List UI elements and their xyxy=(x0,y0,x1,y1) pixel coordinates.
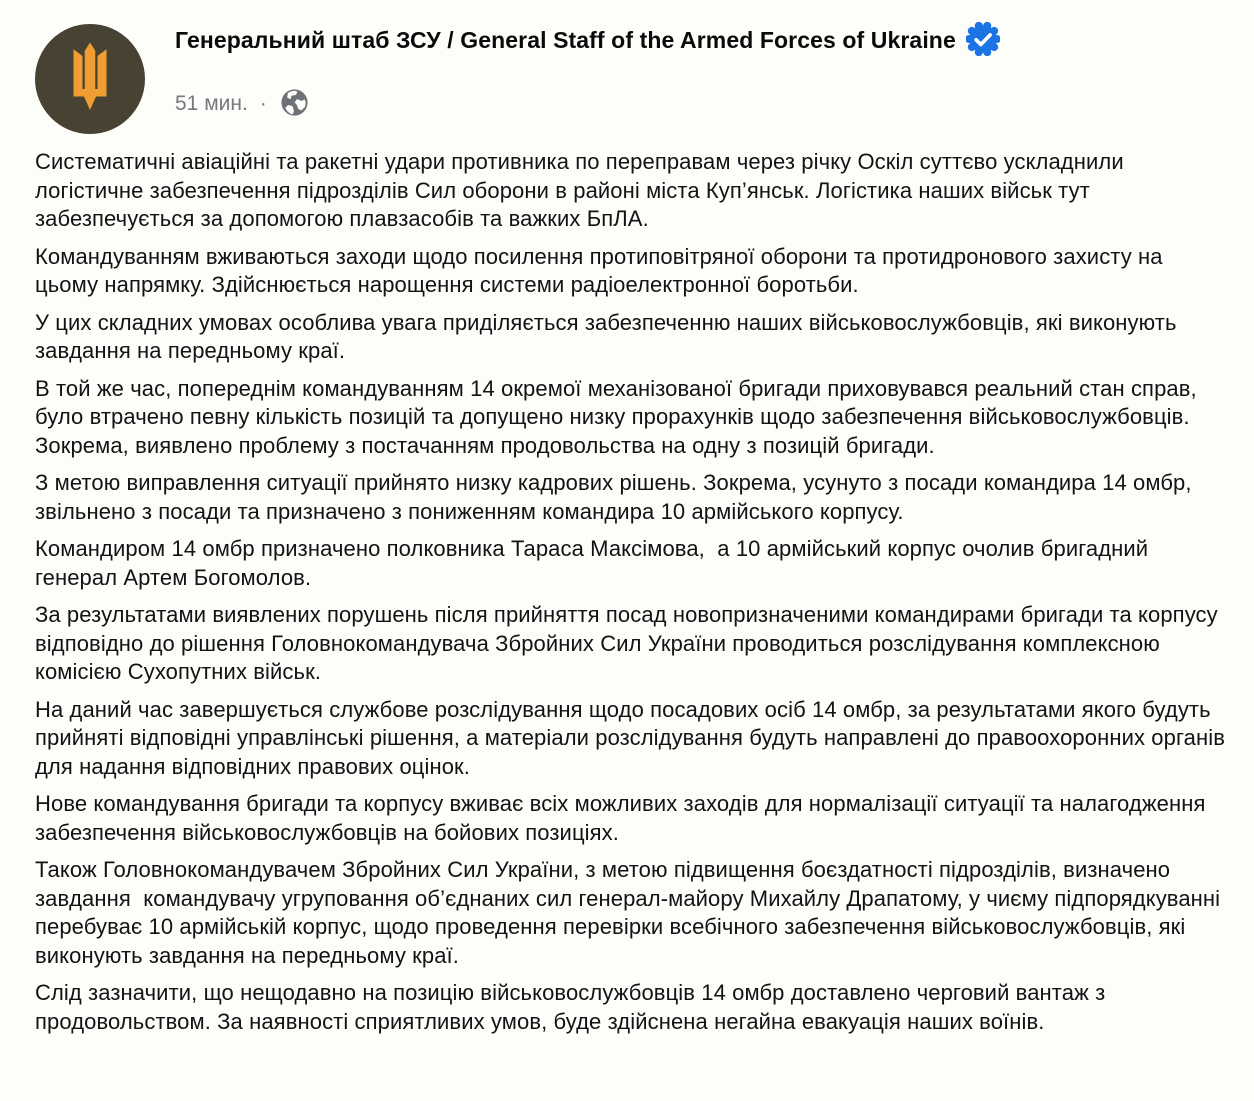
post-paragraph: Командуванням вживаються заходи щодо посилення протиповітряної оборони та протидронового захисту на цьому напрямку. Здійснюється нарощення системи радіоелектронної боротьби. xyxy=(35,243,1169,297)
post-paragraph: У цих складних умовах особлива увага приділяється забезпеченню наших військовослужбовців, які виконують завдання на передньому краї. xyxy=(35,309,1183,363)
post-timestamp[interactable]: 51 мин. xyxy=(175,92,248,115)
author-name-row xyxy=(175,20,1000,61)
post-paragraph: Слід зазначити, що нещодавно на позицію військовослужбовців 14 омбр доставлено черговий вантаж з продовольством. За наявності сприятливих умов, буде здійснена негайна евакуація наших воїнів. xyxy=(35,980,1112,1034)
globe-public-icon xyxy=(279,87,310,123)
page-avatar[interactable] xyxy=(35,24,145,134)
post-header-text xyxy=(175,24,1000,123)
post-body-text xyxy=(0,134,1254,1036)
post-header xyxy=(0,0,1254,134)
post-paragraph: Командиром 14 омбр призначено полковника Тараса Максімова, а 10 армійський корпус очолив бригадний генерал Артем Богомолов. xyxy=(35,536,1155,590)
trident-emblem-icon xyxy=(57,41,123,118)
post-paragraph: За результатами виявлених порушень після прийняття посад новопризначеними командирами бригади та корпусу відповідно до рішення Головнокомандувача Збройних Сил України проводиться розслідування комплексною комісією Сухопутних військ. xyxy=(35,602,1224,684)
post-paragraph: На даний час завершується службове розслідування щодо посадових осіб 14 омбр, за результатами якого будуть прийняті відповідні управлінські рішення, а матеріали розслідування будуть направлені до правоохоронних органів для надання відповідних правових оцінок. xyxy=(35,696,1232,779)
verified-badge-icon xyxy=(966,22,1000,61)
post-paragraph: Нове командування бригади та корпусу вживає всіх можливих заходів для нормалізації ситуації та налагодження забезпечення військовослужбовців на бойових позиціях. xyxy=(35,791,1212,845)
post-paragraph: Систематичні авіаційні та ракетні удари противника по переправам через річку Оскіл суттєво ускладнили логістичне забезпечення підрозділів Сил оборони в районі міста Куп’янськ. Логістика наших військ тут забезпечується за допомогою плавзасобів та важких БпЛА. xyxy=(35,149,1130,231)
author-name-link[interactable]: Генеральний штаб ЗСУ / General Staff of the Armed Forces of Ukraine xyxy=(175,26,956,53)
meta-separator: · xyxy=(259,92,267,115)
post-paragraph: З метою виправлення ситуації прийнято низку кадрових рішень. Зокрема, усунуто з посади командира 14 омбр, звільнено з посади та призначено з пониженням командира 10 армійського корпусу. xyxy=(35,470,1198,524)
post-meta-row xyxy=(175,85,1000,123)
post-paragraph: Також Головнокомандувачем Збройних Сил України, з метою підвищення боєздатності підрозділів, визначено завдання командувачу угруповання об’єднаних сил генерал-майору Михайлу Драпатому, у чиєму підпорядкуванні перебуває 10 армійській корпус, щодо проведення перевірки всебічного забезпечення військовослужбовців, які виконують завдання на передньому краї. xyxy=(35,857,1227,968)
post-paragraph: В той же час, попереднім командуванням 14 окремої механізованої бригади приховувався реальний стан справ, було втрачено певну кількість позицій та допущено низку прорахунків щодо забезпечення військовослужбовців. Зокрема, виявлено проблему з постачанням продовольства на одну з позицій бригади. xyxy=(35,375,1203,458)
